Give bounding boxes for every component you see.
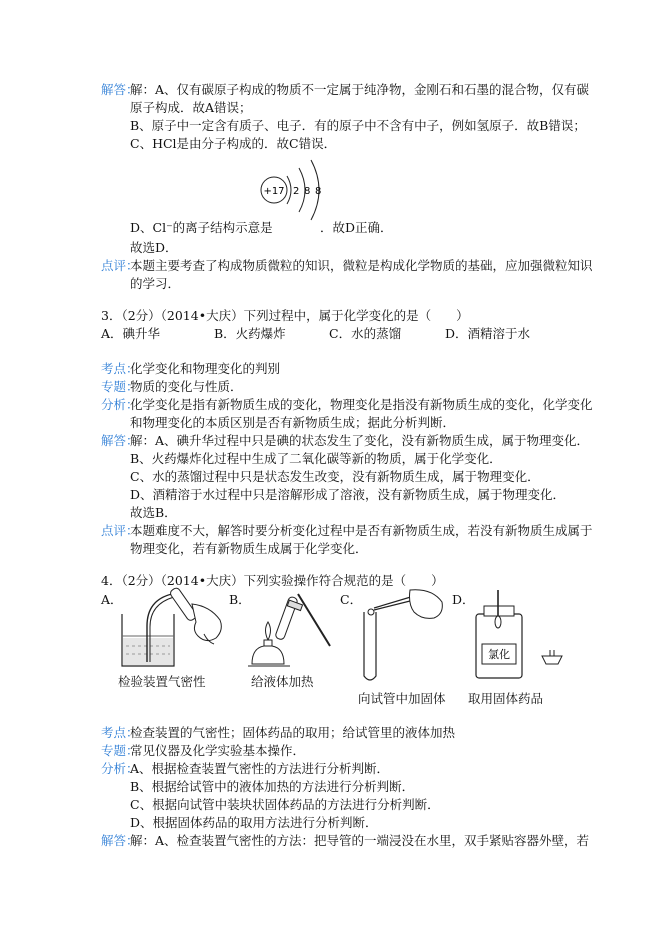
jieda-line: 解：A、碘升华过程中只是碘的状态发生了变化，没有新物质生成，属于物理变化．: [130, 433, 590, 448]
zhuanti-text: 常见仪器及化学实验基本操作．: [130, 743, 306, 758]
question-4-stem: 4．（2分）（2014•大庆）下列实验操作符合规范的是（ ）: [101, 573, 444, 588]
nucleus-charge: +17: [263, 186, 285, 197]
answer-line: 原子构成．故A错误；: [130, 100, 252, 115]
add-solid-figure: [352, 588, 448, 686]
q4-option-c: C．: [340, 592, 363, 607]
jieda-line: 故选B．: [130, 505, 177, 520]
fenxi-line: B、根据给试管中的液体加热的方法进行分析判断．: [130, 779, 415, 794]
q4-option-a: A．: [101, 592, 123, 607]
jieda-label: 解答：: [101, 433, 139, 448]
answer-line: D、Cl⁻的离子结构示意是: [130, 220, 273, 235]
q3-option-d: D．酒精溶于水: [445, 326, 531, 341]
zhuanti-text: 物质的变化与性质．: [130, 379, 243, 394]
answer-line: 故选D．: [130, 240, 178, 255]
caption-take-solid: 取用固体药品: [468, 691, 544, 706]
dianping-label: 点评：: [101, 523, 139, 538]
fenxi-line: D、根据固体药品的取用方法进行分析判断．: [130, 815, 378, 830]
caption-airtightness: 检验装置气密性: [118, 674, 206, 689]
q3-option-a: A．碘升华: [101, 326, 161, 341]
fenxi-line: C、根据向试管中装块状固体药品的方法进行分析判断．: [130, 797, 440, 812]
q4-option-d: D．: [452, 592, 475, 607]
zhuanti-label: 专题：: [101, 379, 139, 394]
shell-1-count: 2: [293, 186, 300, 197]
q3-option-c: C．水的蒸馏: [329, 326, 402, 341]
shell-2-count: 8: [304, 186, 311, 197]
answer-line: B、原子中一定含有质子、电子．有的原子中不含有中子，例如氢原子．故B错误；: [130, 118, 586, 133]
fenxi-line: 和物理变化的本质区别是否有新物质生成；据此分析判断．: [130, 415, 456, 430]
question-3-stem: 3．（2分）（2014•大庆）下列过程中，属于化学变化的是（ ）: [101, 308, 469, 323]
fenxi-label: 分析：: [101, 397, 139, 412]
jieda-line: B、火药爆炸化过程中生成了二氧化碳等新的物质，属于化学变化．: [130, 451, 502, 466]
dianping-line: 本题难度不大，解答时要分析变化过程中是否有新物质生成，若没有新物质生成属于: [130, 523, 593, 538]
comment-label: 点评：: [101, 258, 139, 273]
kaodian-text: 检查装置的气密性；固体药品的取用；给试管里的液体加热: [130, 725, 456, 740]
shell-3-count: 8: [315, 186, 322, 197]
bottle-label: 氯化: [488, 648, 510, 661]
airtightness-check-figure: [112, 586, 242, 670]
comment-line: 本题主要考查了构成物质微粒的知识，微粒是构成化学物质的基础，应加强微粒知识: [130, 258, 593, 273]
q4-option-b: B．: [229, 592, 251, 607]
answer-line: ．故D正确．: [320, 220, 393, 235]
zhuanti-label: 专题：: [101, 743, 139, 758]
kaodian-label: 考点：: [101, 361, 139, 376]
jieda-line: 解：A、检查装置气密性的方法：把导管的一端浸没在水里，双手紧贴容器外壁，若: [130, 833, 590, 848]
heating-liquid-figure: [236, 590, 336, 670]
caption-add-solid: 向试管中加固体: [358, 691, 446, 706]
jieda-line: D、酒精溶于水过程中只是溶解形成了溶液，没有新物质生成，属于物理变化．: [130, 487, 566, 502]
jieda-line: C、水的蒸馏过程中只是状态发生改变，没有新物质生成，属于物理变化．: [130, 469, 540, 484]
kaodian-text: 化学变化和物理变化的判别: [130, 361, 281, 376]
caption-heating-liquid: 给液体加热: [251, 674, 314, 689]
take-solid-figure: [462, 586, 574, 682]
q3-option-b: B．火药爆炸: [214, 326, 286, 341]
answer-line: 解：A、仅有碳原子构成的物质不一定属于纯净物，金刚石和石墨的混合物，仅有碳: [130, 82, 590, 97]
fenxi-label: 分析：: [101, 761, 139, 776]
kaodian-label: 考点：: [101, 725, 139, 740]
dianping-line: 物理变化，若有新物质生成属于化学变化．: [130, 541, 368, 556]
jieda-label: 解答：: [101, 833, 139, 848]
fenxi-line: 化学变化是指有新物质生成的变化，物理变化是指没有新物质生成的变化，化学变化: [130, 397, 593, 412]
answer-line: C、HCl是由分子构成的．故C错误．: [130, 136, 337, 151]
answer-label: 解答：: [101, 82, 139, 97]
fenxi-line: A、根据检查装置气密性的方法进行分析判断．: [130, 761, 390, 776]
comment-line: 的学习．: [130, 276, 181, 291]
